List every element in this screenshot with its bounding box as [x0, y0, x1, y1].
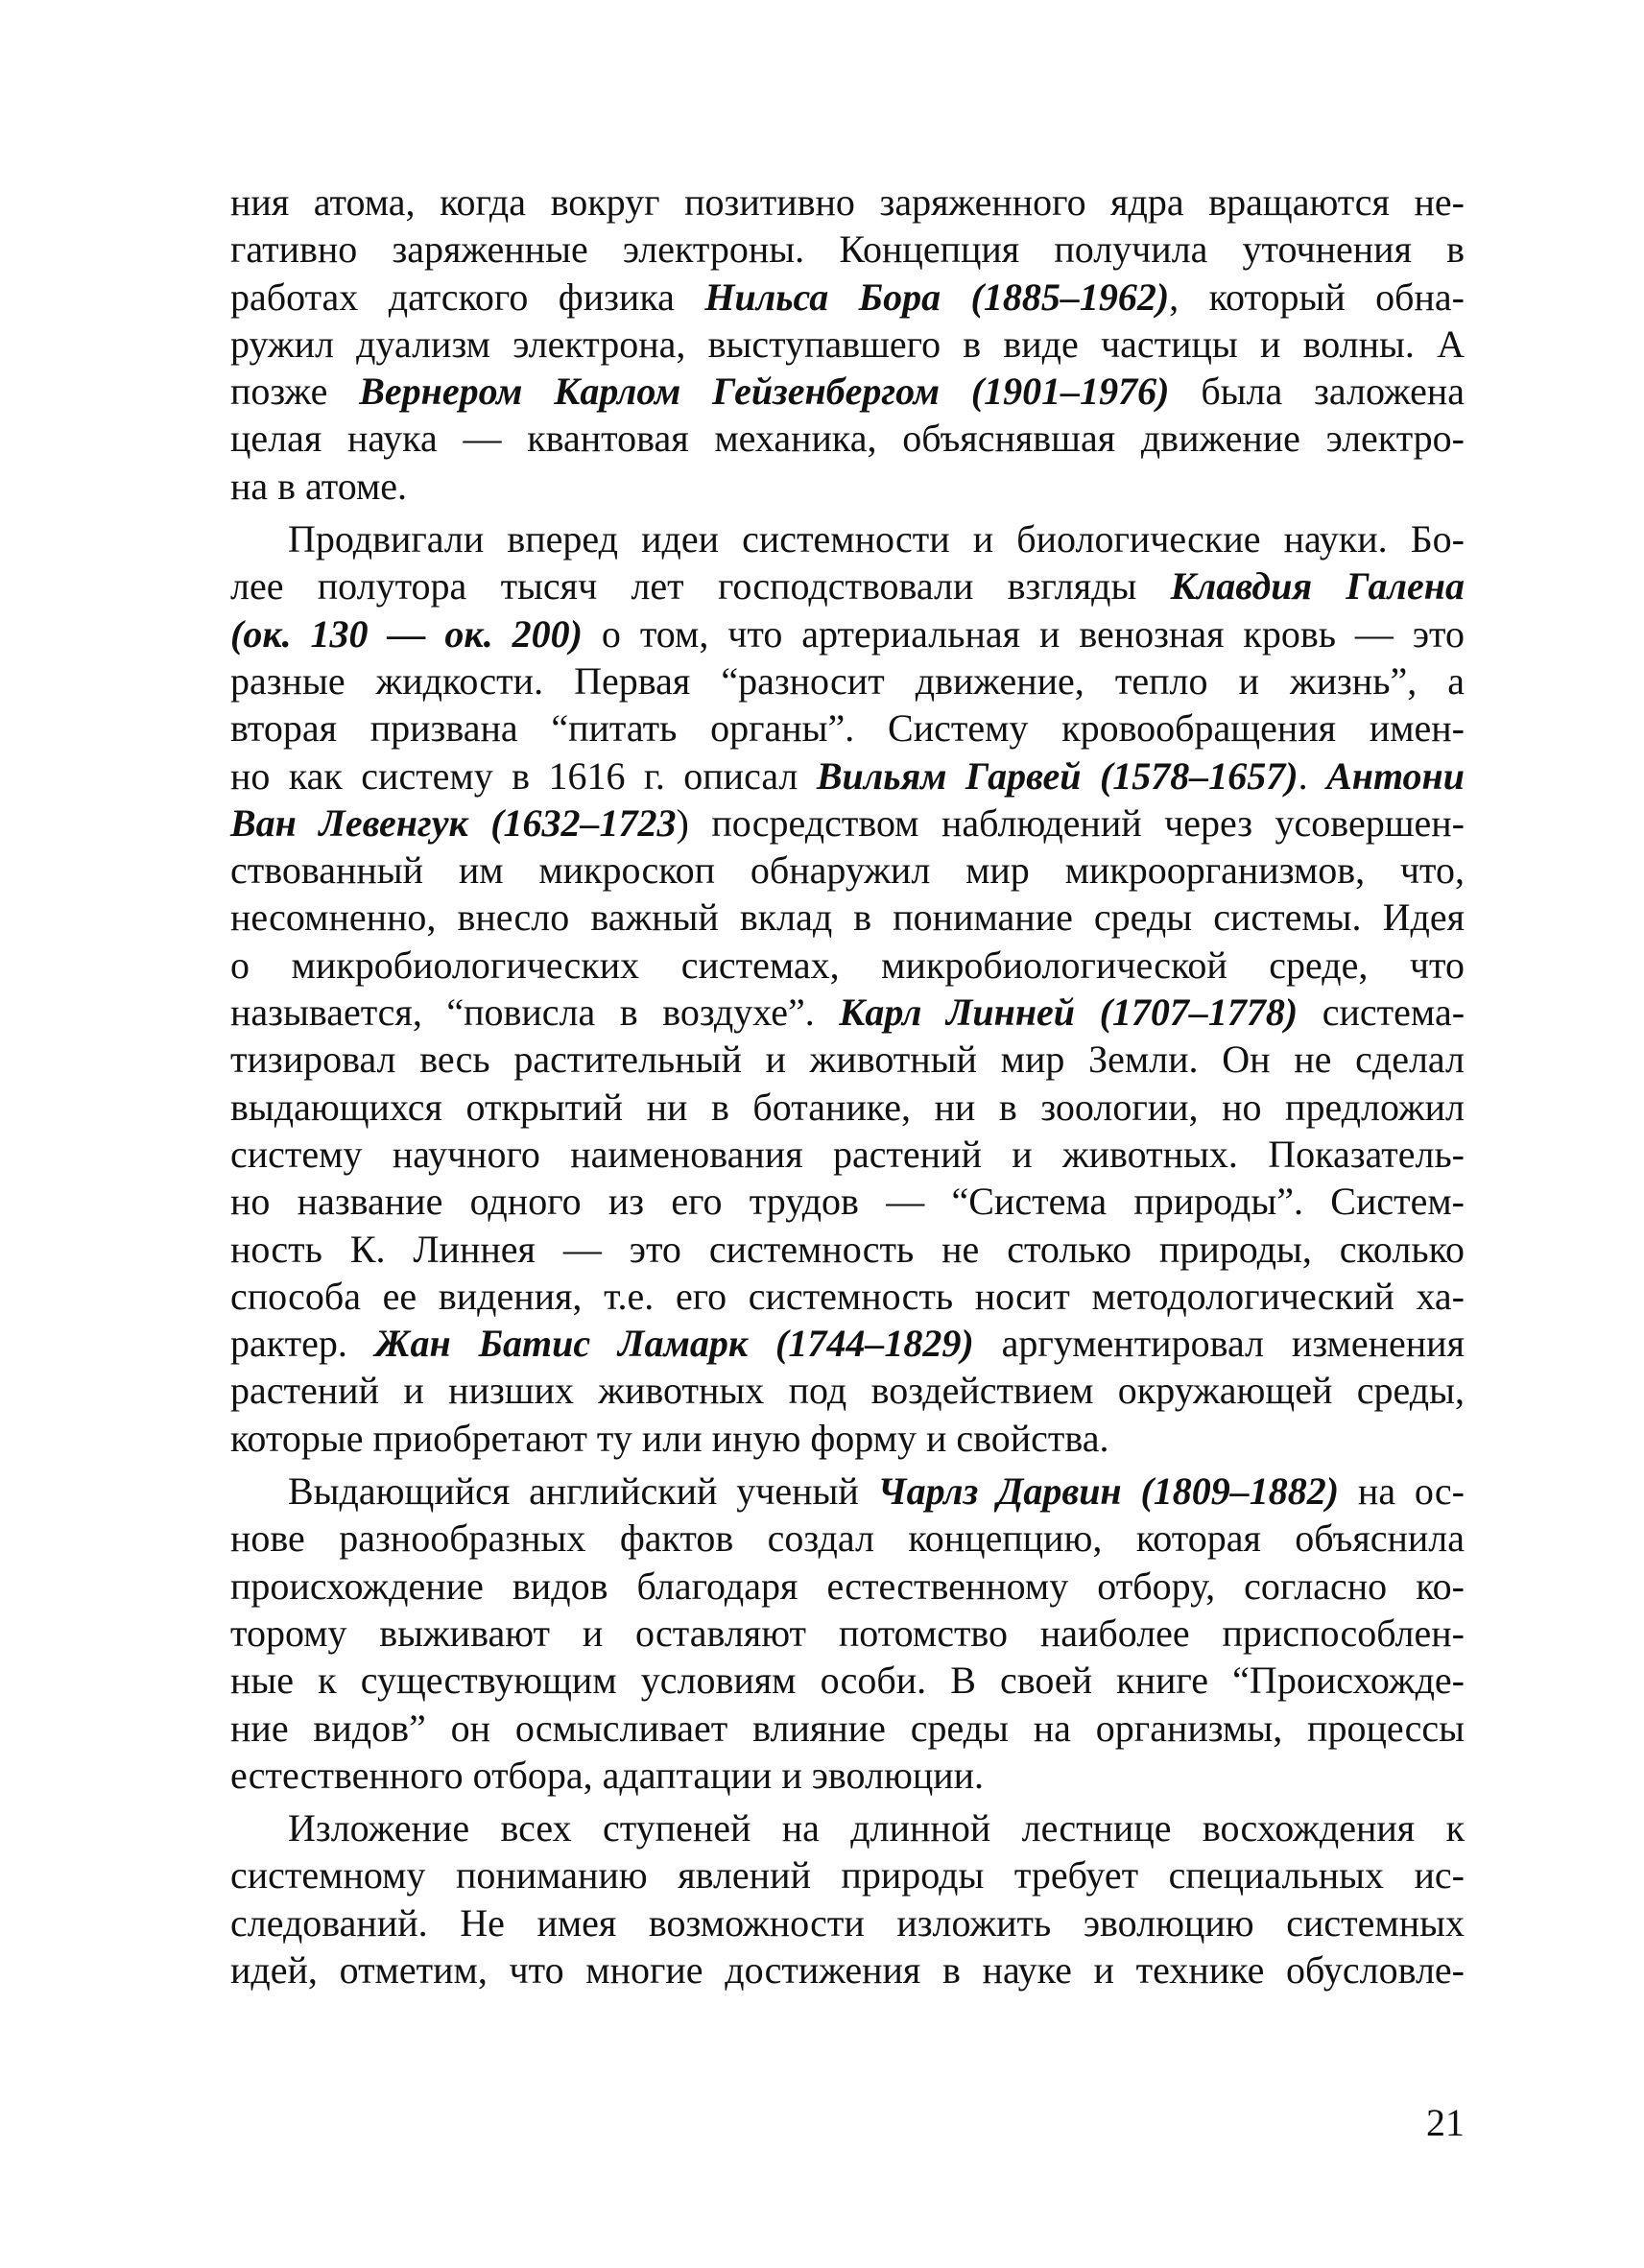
text-segment: ) посредством наблюдений через усовершен- — [676, 800, 1465, 845]
text-segment: о микробиологических системах, микробиологической среде, что — [230, 943, 1465, 987]
text-segment: о том, что артериальная и венозная кровь — это — [582, 611, 1465, 656]
text-segment: ния атома, когда вокруг позитивно заряженного ядра вращаются не- — [230, 180, 1465, 224]
text-line — [230, 1563, 1465, 1610]
text-segment: Выдающийся английский ученый — [288, 1469, 878, 1514]
text-segment: Продвигали вперед идеи системности и биологические науки. Бо- — [288, 517, 1465, 561]
text-segment: ность К. Линнея — это системность не столько природы, сколько — [230, 1227, 1465, 1271]
text-segment: аргументировал изменения — [973, 1322, 1465, 1366]
text-segment: способа ее видения, т.е. его системность носит методологический ха- — [230, 1274, 1465, 1318]
text-segment: следований. Не имея возможности изложить эволюцию системных — [230, 1900, 1465, 1945]
text-line — [230, 562, 1465, 609]
text-line — [230, 368, 1465, 415]
text-segment: целая наука — квантовая механика, объяснявшая движение электро- — [230, 417, 1465, 461]
page-number: 21 — [1426, 2101, 1465, 2144]
name-emphasis: (ок. 130 — ок. 200) — [230, 611, 583, 656]
text-segment: называется, “повисла в воздухе”. — [230, 991, 840, 1035]
text-line — [230, 179, 1465, 226]
text-line — [230, 1946, 1465, 1993]
text-line — [230, 1468, 1465, 1515]
text-line — [230, 226, 1465, 273]
text-segment: была заложена — [1169, 370, 1465, 414]
text-segment: торому выживают и оставляют потомство наиболее приспособлен- — [230, 1611, 1465, 1655]
name-emphasis: Карл Линней (1707–1778) — [839, 991, 1299, 1035]
text-line — [230, 1367, 1465, 1414]
text-line — [230, 1415, 1465, 1462]
text-line — [230, 942, 1465, 989]
name-emphasis: Чарлз Дарвин (1809–1882) — [877, 1469, 1340, 1514]
text-line — [230, 1804, 1465, 1851]
text-segment: нове разнообразных фактов создал концепцию, которая объяснила — [230, 1516, 1465, 1561]
name-emphasis: Жан Батис Ламарк (1744–1829) — [374, 1322, 974, 1366]
text-line — [230, 610, 1465, 657]
text-line — [230, 657, 1465, 704]
text-line — [230, 704, 1465, 752]
text-segment: гативно заряженные электроны. Концепция получила уточнения в — [230, 227, 1465, 272]
text-line — [230, 415, 1465, 462]
text-segment: ствованный им микроскоп обнаружил мир микроорганизмов, что, — [230, 848, 1465, 893]
text-line — [230, 800, 1465, 847]
name-emphasis: Антони — [1326, 753, 1465, 798]
text-segment: но как систему в 1616 г. описал — [230, 753, 817, 798]
text-segment: разные жидкости. Первая “разносит движение, тепло и жизнь”, а — [230, 658, 1465, 703]
name-emphasis: Нильса Бора (1885–1962) — [704, 275, 1170, 319]
text-segment: на в атоме. — [230, 464, 408, 508]
text-segment: Изложение всех ступеней на длинной лестнице восхождения к — [288, 1806, 1465, 1850]
text-line — [230, 1084, 1465, 1131]
text-line — [230, 321, 1465, 368]
text-line — [230, 1226, 1465, 1273]
text-segment: ные к существующим условиям особи. В своей книге “Происхожде- — [230, 1659, 1465, 1703]
text-segment: растений и низших животных под воздействием окружающей среды, — [230, 1369, 1465, 1413]
text-line — [230, 1705, 1465, 1752]
text-segment: идей, отметим, что многие достижения в науке и технике обусловле- — [230, 1947, 1465, 1992]
text-line — [230, 463, 1465, 510]
text-line — [230, 894, 1465, 941]
text-line — [230, 1752, 1465, 1799]
text-segment: ние видов” он осмысливает влияние среды на организмы, процессы — [230, 1706, 1465, 1750]
text-line — [230, 847, 1465, 894]
text-line — [230, 752, 1465, 800]
text-segment: работах датского физика — [230, 275, 705, 319]
text-segment: которые приобретают ту или иную форму и свойства. — [230, 1416, 1109, 1460]
text-segment: лее полутора тысяч лет господствовали взгляды — [230, 564, 1171, 609]
text-line — [230, 1178, 1465, 1225]
text-line — [230, 989, 1465, 1036]
text-segment: естественного отбора, адаптации и эволюции. — [230, 1753, 985, 1797]
text-line — [230, 1899, 1465, 1946]
text-segment: позже — [230, 370, 360, 414]
name-emphasis: Вернером Карлом Гейзенбергом (1901–1976) — [359, 370, 1170, 414]
text-segment: происхождение видов благодаря естественному отбору, согласно ко- — [230, 1564, 1465, 1608]
text-line — [230, 1515, 1465, 1562]
text-segment: вторая призвана “питать органы”. Систему кровообращения имен- — [230, 706, 1465, 751]
text-segment: тизировал весь растительный и животный мир Земли. Он не сделал — [230, 1038, 1465, 1082]
text-line — [230, 274, 1465, 321]
body-text — [230, 179, 1465, 1993]
text-line — [230, 515, 1465, 562]
text-line — [230, 1851, 1465, 1898]
text-segment: система- — [1298, 991, 1465, 1035]
text-line — [230, 1131, 1465, 1178]
name-emphasis: Ван Левенгук (1632–1723 — [230, 800, 677, 845]
text-segment: . — [1298, 753, 1327, 798]
text-segment: несомненно, внесло важный вклад в понимание среды системы. Идея — [230, 895, 1465, 940]
text-line — [230, 1320, 1465, 1367]
name-emphasis: Клавдия Галена — [1170, 564, 1465, 609]
text-segment: систему научного наименования растений и животных. Показатель- — [230, 1132, 1465, 1176]
text-line — [230, 1657, 1465, 1704]
name-emphasis: Вильям Гарвей (1578–1657) — [816, 753, 1299, 798]
text-line — [230, 1273, 1465, 1320]
text-segment: выдающихся открытий ни в ботанике, ни в зоологии, но предложил — [230, 1085, 1465, 1129]
text-segment: рактер. — [230, 1322, 375, 1366]
text-line — [230, 1610, 1465, 1657]
text-segment: , который обна- — [1169, 275, 1465, 319]
text-segment: системному пониманию явлений природы требует специальных ис- — [230, 1853, 1465, 1898]
text-segment: на ос- — [1339, 1469, 1465, 1514]
text-line — [230, 1036, 1465, 1083]
text-segment: ружил дуализм электрона, выступавшего в виде частицы и волны. А — [230, 322, 1465, 366]
text-segment: но название одного из его трудов — “Система природы”. Систем- — [230, 1180, 1465, 1224]
